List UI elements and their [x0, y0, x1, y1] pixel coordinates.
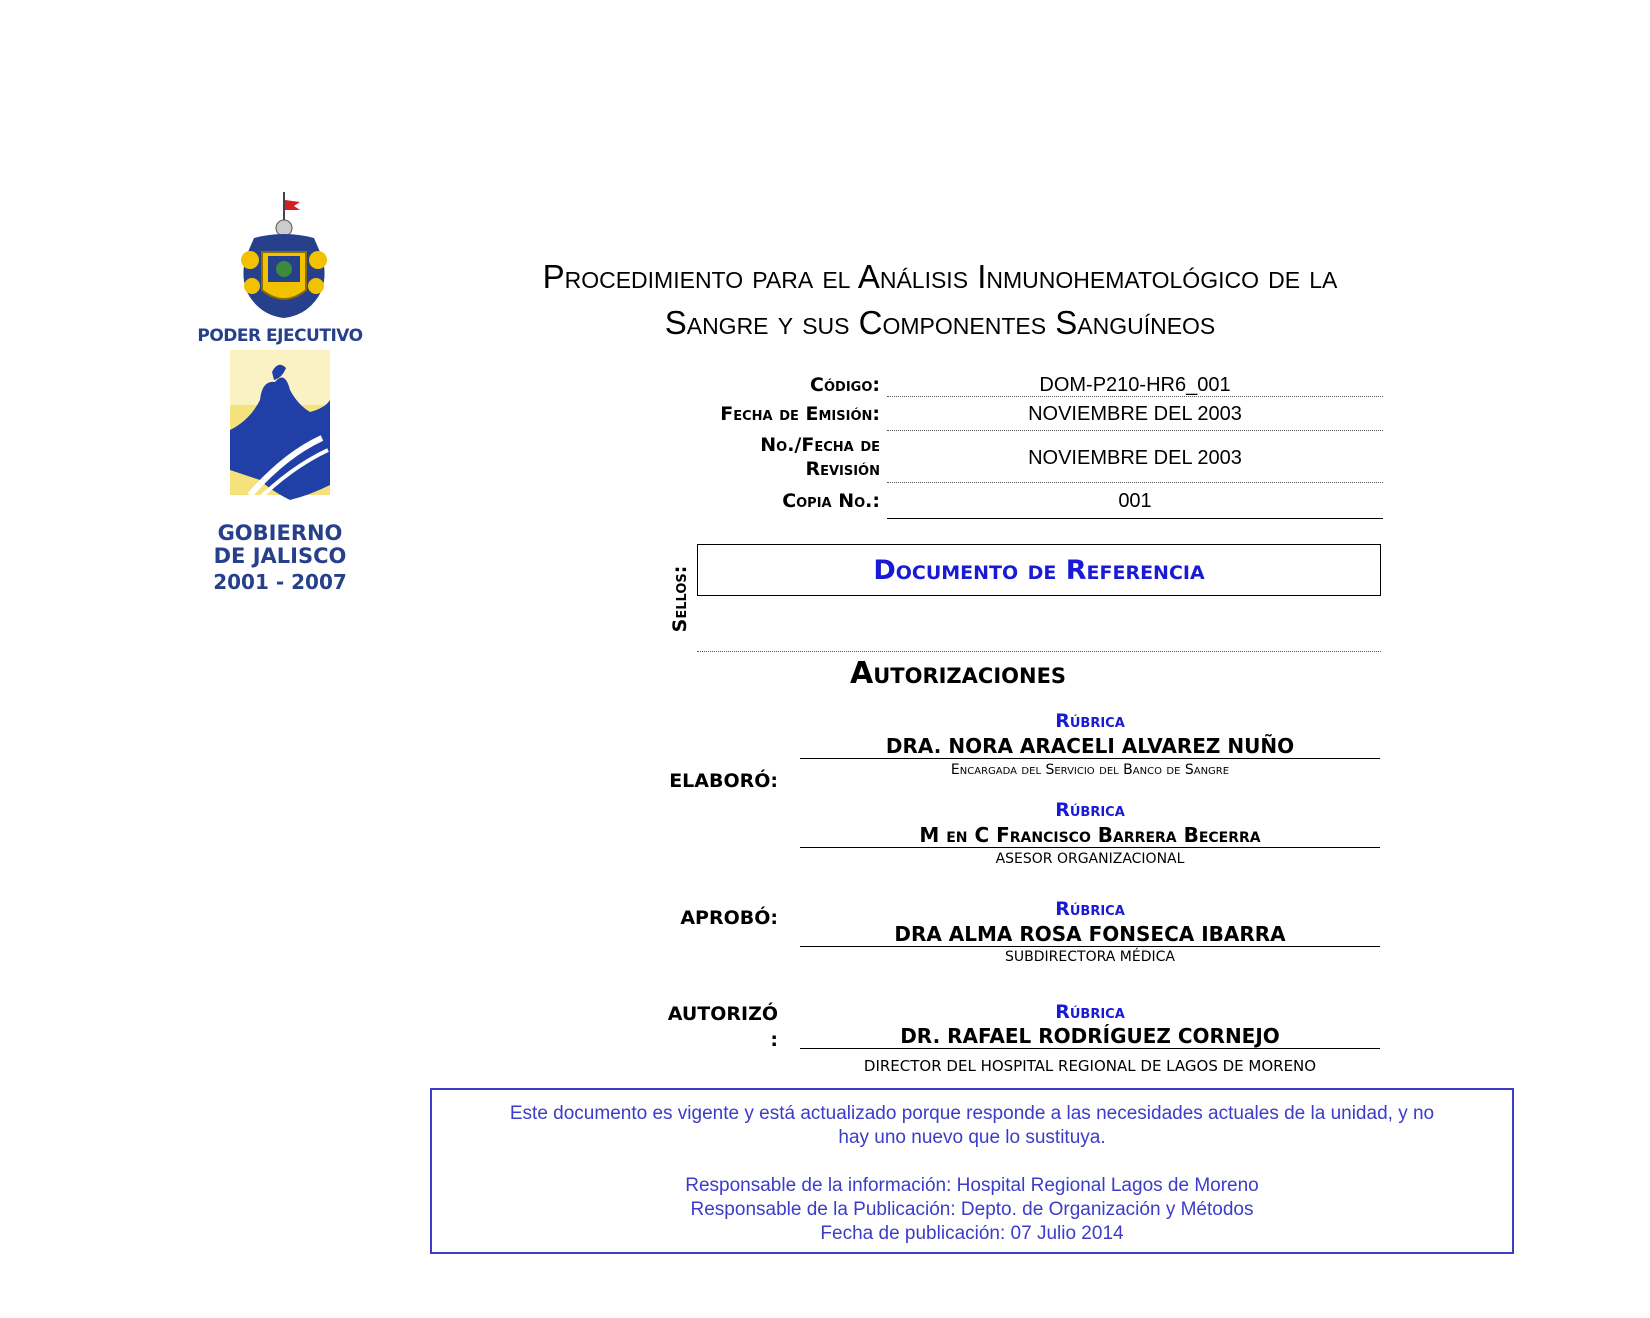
signer-name-4: DR. RAFAEL RODRÍGUEZ CORNEJO — [900, 1024, 1280, 1048]
title-line1: Procedimiento para el Análisis Inmunohematológico de la — [542, 258, 1338, 295]
signer-name-1: DRA. NORA ARACELI ALVAREZ NUÑO — [885, 734, 1295, 758]
divider — [887, 482, 1383, 483]
signer-position-1: Encargada del Servicio del Banco de Sangre — [950, 762, 1230, 778]
rubrica-1: Rúbrica — [1055, 710, 1125, 732]
copia-value: 001 — [1118, 490, 1152, 512]
jalisco-map-icon — [190, 350, 370, 515]
sellos-label-box — [664, 566, 690, 638]
reference-stamp-text: Documento de Referencia — [873, 555, 1205, 586]
autorizo-label — [620, 1001, 778, 1053]
reference-stamp-box — [697, 544, 1381, 596]
document-title — [380, 254, 1500, 346]
autorizaciones-heading: Autorizaciones — [850, 656, 1067, 691]
autorizo-label-line1: AUTORIZÓ — [667, 1003, 778, 1025]
sellos-divider — [697, 651, 1381, 652]
logo-bottom-caption — [190, 522, 370, 568]
logo-top-caption: PODER EJECUTIVO — [197, 326, 363, 346]
jalisco-government-logo — [190, 190, 370, 600]
rubrica-2: Rúbrica — [1055, 799, 1125, 821]
signature-line — [800, 758, 1380, 759]
revision-label-line2: Revisión — [805, 458, 880, 480]
divider — [887, 396, 1383, 397]
logo-caption-line2: DE JALISCO — [213, 544, 347, 568]
signer-position-2: ASESOR ORGANIZACIONAL — [995, 851, 1185, 867]
rubrica-3: Rúbrica — [1055, 898, 1125, 920]
validity-notice-box — [430, 1088, 1514, 1254]
fecha-publicacion: Fecha de publicación: 07 Julio 2014 — [820, 1223, 1124, 1244]
divider — [887, 518, 1383, 519]
revision-label — [640, 433, 880, 481]
sellos-label: Sellos: — [669, 565, 691, 633]
signer-name-3: DRA ALMA ROSA FONSECA IBARRA — [894, 922, 1286, 946]
logo-caption-line1: GOBIERNO — [217, 521, 343, 545]
notice-line2: hay uno nuevo que lo sustituya. — [838, 1127, 1106, 1148]
responsable-publicacion: Responsable de la Publicación: Depto. de Organización y Métodos — [690, 1199, 1254, 1220]
signer-position-3: SUBDIRECTORA MÉDICA — [1005, 949, 1175, 965]
autorizo-label-line2: : — [770, 1029, 778, 1051]
coat-of-arms-icon — [190, 190, 370, 325]
copia-label: Copia No.: — [782, 490, 880, 512]
elaboro-label: ELABORÓ: — [669, 770, 778, 792]
responsable-info: Responsable de la información: Hospital Regional Lagos de Moreno — [685, 1175, 1259, 1196]
signature-line — [800, 946, 1380, 947]
signature-line — [800, 847, 1380, 848]
revision-value: NOVIEMBRE DEL 2003 — [1028, 447, 1242, 469]
aprobo-label: APROBÓ: — [680, 907, 778, 929]
notice-line1: Este documento es vigente y está actualizado porque responde a las necesidades actuales de la unidad, y no — [509, 1103, 1435, 1124]
divider — [887, 430, 1383, 431]
signer-position-4: DIRECTOR DEL HOSPITAL REGIONAL DE LAGOS DE MORENO — [863, 1057, 1317, 1075]
fecha-emision-value: NOVIEMBRE DEL 2003 — [1028, 403, 1242, 425]
codigo-label: Código: — [810, 374, 880, 396]
signer-name-2: M en C Francisco Barrera Becerra — [919, 823, 1261, 847]
rubrica-4: Rúbrica — [1055, 1001, 1125, 1023]
title-line2: Sangre y sus Componentes Sanguíneos — [664, 304, 1216, 341]
revision-label-line1: No./Fecha de — [760, 434, 880, 456]
signature-line — [800, 1048, 1380, 1049]
codigo-value: DOM-P210-HR6_001 — [1039, 374, 1231, 396]
logo-years: 2001 - 2007 — [213, 570, 347, 594]
fecha-emision-label: Fecha de Emisión: — [720, 403, 880, 425]
